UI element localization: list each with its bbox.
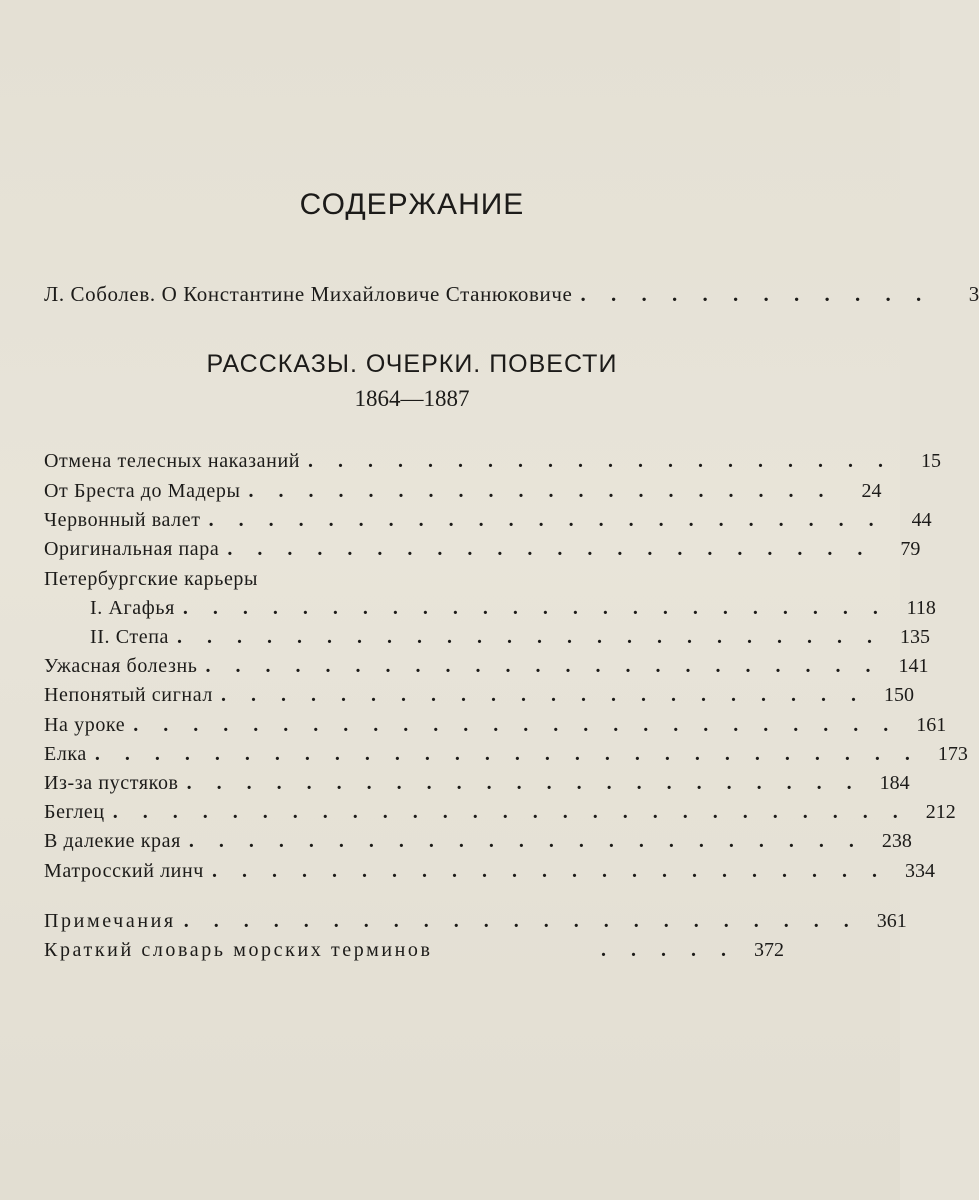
toc-entry xyxy=(44,743,968,773)
toc-entry xyxy=(44,626,930,656)
toc-page: 15 xyxy=(921,450,942,472)
toc-page: 135 xyxy=(900,626,930,648)
toc-page: 238 xyxy=(881,830,912,852)
toc-entry xyxy=(44,655,929,685)
leader-dots: . . . . . . . . . . . . . . . . . . . . . . . xyxy=(208,509,884,531)
leader-dots: . . . . . . . . . . . . . . . . . . . . . . . xyxy=(183,910,859,932)
section-title: РАССКАЗЫ. ОЧЕРКИ. ПОВЕСТИ xyxy=(206,350,618,378)
leader-dots: . . . . . . . . . . . . . . . . . . . . . . . . xyxy=(182,597,888,619)
toc-entry xyxy=(44,509,932,539)
leader-dots: . . . . . . . . . . . . . . . . . . . . . . . . . . . xyxy=(112,801,908,823)
leader-dots: . . . . . . . . . . . . . . . . . . . . . . . xyxy=(188,830,864,852)
toc-page: 161 xyxy=(916,714,947,736)
toc-entry xyxy=(44,772,910,802)
toc-page: 372 xyxy=(754,939,784,961)
toc-label: Краткий словарь морских терминов xyxy=(44,939,433,961)
toc-label: Л. Соболев. О Константине Михайловиче Станюковиче xyxy=(44,282,573,306)
toc-entry xyxy=(44,480,882,510)
toc-page: 334 xyxy=(904,860,935,882)
toc-page: 184 xyxy=(879,772,910,794)
toc-page: 173 xyxy=(937,743,968,765)
leader-dots: . . . . . . . . . . . . . . . . . . . . . . . xyxy=(186,772,862,794)
toc-label: Беглец xyxy=(44,801,105,823)
leader-dots: . . . . . xyxy=(601,939,736,961)
toc-page: 212 xyxy=(925,801,956,823)
toc-entry-appendix xyxy=(44,910,907,940)
leader-dots: . . . . . . . . . . . . xyxy=(580,282,932,306)
leader-dots: . . . . . . . . . . . . . . . . . . . . xyxy=(248,480,834,502)
toc-label: Примечания xyxy=(44,910,176,932)
toc-label: I. Агафья xyxy=(90,597,175,619)
toc-label: Из-за пустяков xyxy=(44,772,179,794)
toc-label: Непонятый сигнал xyxy=(44,684,213,706)
toc-entry xyxy=(44,714,947,744)
toc-entry-appendix xyxy=(44,939,784,969)
toc-label: II. Степа xyxy=(90,626,169,648)
leader-dots: . . . . . . . . . . . . . . . . . . . . . . . xyxy=(211,860,887,882)
toc-page: 24 xyxy=(861,480,882,502)
leader-dots: . . . . . . . . . . . . . . . . . . . . . . xyxy=(227,538,873,560)
toc-label: От Бреста до Мадеры xyxy=(44,480,241,502)
leader-dots: . . . . . . . . . . . . . . . . . . . . . . . . . . xyxy=(133,714,899,736)
toc-label: На уроке xyxy=(44,714,126,736)
toc-page: 118 xyxy=(906,597,936,619)
toc-entry xyxy=(44,597,936,627)
toc-label: Червонный валет xyxy=(44,509,201,531)
toc-entry xyxy=(44,801,956,831)
toc-entry-intro xyxy=(44,282,979,312)
toc-label: Оригинальная пара xyxy=(44,538,220,560)
toc-label: Ужасная болезнь xyxy=(44,655,198,677)
toc-entry xyxy=(44,450,942,480)
toc-label: Елка xyxy=(44,743,87,765)
toc-entry xyxy=(44,568,784,598)
toc-entry xyxy=(44,860,935,890)
leader-dots: . . . . . . . . . . . . . . . . . . . . . . . . xyxy=(177,626,882,648)
leader-dots: . . . . . . . . . . . . . . . . . . . . xyxy=(308,450,894,472)
section-years: 1864—1887 xyxy=(354,386,470,411)
leader-dots: . . . . . . . . . . . . . . . . . . . . . . . . . . . . xyxy=(94,743,920,765)
toc-entry xyxy=(44,538,921,568)
toc-label: В далекие края xyxy=(44,830,181,852)
toc-page: 3 xyxy=(968,282,979,306)
toc-page: 150 xyxy=(883,684,914,706)
contents-title: СОДЕРЖАНИЕ xyxy=(299,188,525,221)
toc-entry xyxy=(44,684,914,714)
toc-label: Отмена телесных наказаний xyxy=(44,450,301,472)
toc-entry xyxy=(44,830,912,860)
toc-page: 141 xyxy=(898,655,929,677)
toc-page: 79 xyxy=(900,538,921,560)
toc-page: 361 xyxy=(876,910,907,932)
leader-dots: . . . . . . . . . . . . . . . . . . . . . . . xyxy=(205,655,881,677)
toc-page: 44 xyxy=(911,509,932,531)
leader-dots: . . . . . . . . . . . . . . . . . . . . . . xyxy=(220,684,866,706)
toc-label: Петербургские карьеры xyxy=(44,568,259,590)
toc-label: Матросский линч xyxy=(44,860,204,882)
